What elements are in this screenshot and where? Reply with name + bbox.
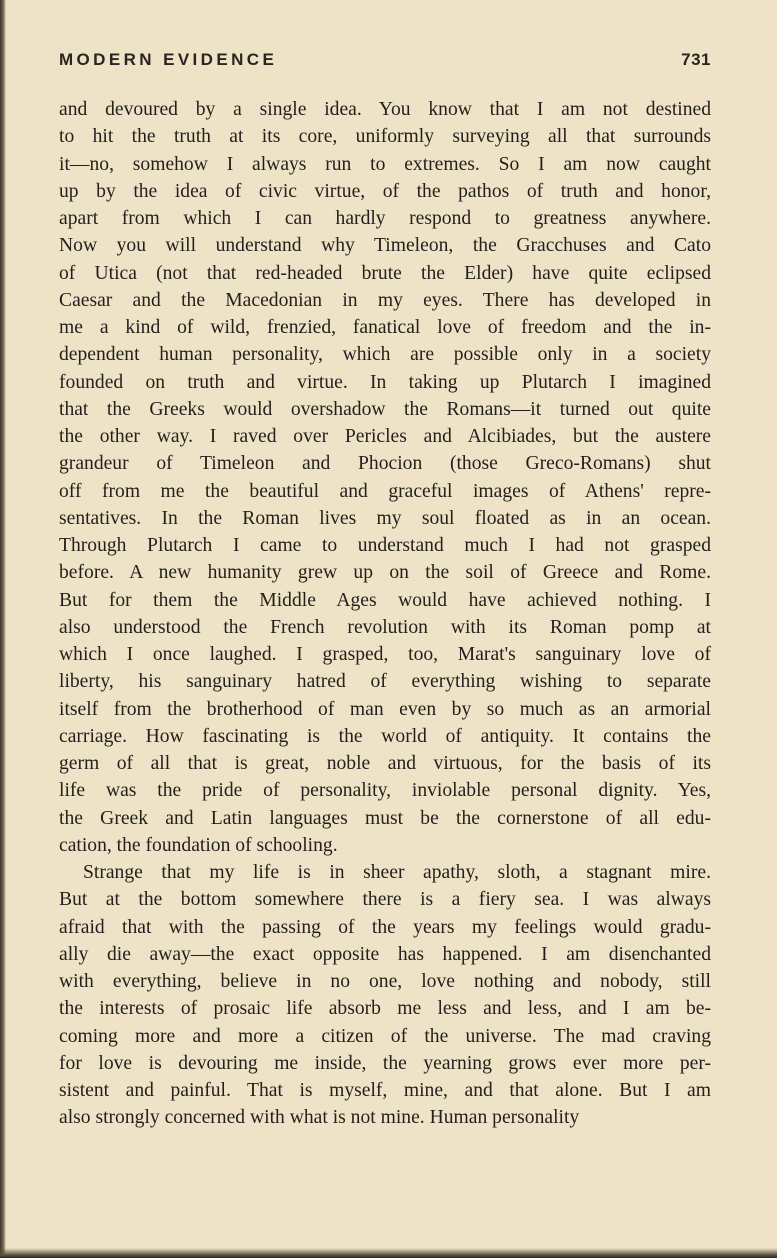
text-line: sentatives. In the Roman lives my soul floated as in an ocean.: [59, 507, 711, 529]
text-line: me a kind of wild, frenzied, fanatical love of freedom and the in-: [59, 317, 711, 338]
text-line: that the Greeks would overshadow the Romans—it turned out quite: [59, 398, 711, 420]
paragraph: [59, 859, 711, 1132]
text-line: and devoured by a single idea. You know that I am not destined: [59, 99, 711, 120]
text-line: the interests of prosaic life absorb me less and less, and I am be-: [59, 998, 711, 1020]
text-line: it—no, somehow I always run to extremes. So I am now caught: [59, 153, 711, 175]
text-line: Through Plutarch I came to understand much I had not grasped: [59, 535, 711, 556]
text-line: germ of all that is great, noble and virtuous, for the basis of its: [59, 753, 711, 774]
text-line: the Greek and Latin languages must be the cornerstone of all edu-: [59, 807, 711, 829]
text-line: afraid that with the passing of the years my feelings would gradu-: [59, 916, 711, 938]
page-bottom-edge: [0, 1248, 777, 1258]
body-text: [59, 96, 711, 1132]
text-line: off from me the beautiful and graceful images of Athens' repre-: [59, 480, 711, 502]
page-number: 731: [681, 50, 711, 69]
text-line: which I once laughed. I grasped, too, Marat's sanguinary love of: [59, 644, 711, 665]
text-line: cation, the foundation of schooling.: [59, 834, 338, 856]
paragraph: [59, 96, 711, 859]
text-line: of Utica (not that red-headed brute the Elder) have quite eclipsed: [59, 262, 711, 284]
text-line: grandeur of Timeleon and Phocion (those Greco-Romans) shut: [59, 453, 711, 475]
text-line: sistent and painful. That is myself, mine, and that alone. But I am: [59, 1080, 711, 1101]
spine-shadow: [0, 0, 6, 1258]
text-line: But for them the Middle Ages would have achieved nothing. I: [59, 589, 711, 611]
text-line: before. A new humanity grew up on the soil of Greece and Rome.: [59, 562, 711, 584]
text-line: ally die away—the exact opposite has happened. I am disenchanted: [59, 943, 711, 965]
text-line: for love is devouring me inside, the yearning grows ever more per-: [59, 1052, 711, 1074]
text-line: with everything, believe in no one, love nothing and nobody, still: [59, 971, 711, 992]
text-line: up by the idea of civic virtue, of the pathos of truth and honor,: [59, 180, 711, 202]
text-line: carriage. How fascinating is the world of antiquity. It contains the: [59, 725, 711, 747]
text-line: also strongly concerned with what is not mine. Human personality: [59, 1107, 580, 1129]
text-line: the other way. I raved over Pericles and Alcibiades, but the austere: [59, 426, 711, 447]
text-line: life was the pride of personality, inviolable personal dignity. Yes,: [59, 780, 711, 802]
text-line: liberty, his sanguinary hatred of everything wishing to separate: [59, 671, 711, 693]
text-line: apart from which I can hardly respond to greatness anywhere.: [59, 208, 711, 229]
text-line: itself from the brotherhood of man even by so much as an armorial: [59, 698, 711, 720]
text-line: also understood the French revolution with its Roman pomp at: [59, 616, 711, 638]
text-line: But at the bottom somewhere there is a fiery sea. I was always: [59, 889, 711, 911]
running-title: MODERN EVIDENCE: [59, 50, 278, 69]
running-head: [59, 50, 711, 74]
text-line: dependent human personality, which are possible only in a society: [59, 344, 711, 366]
text-line: coming more and more a citizen of the universe. The mad craving: [59, 1025, 711, 1047]
text-line: founded on truth and virtue. In taking up Plutarch I imagined: [59, 371, 711, 393]
text-line: Now you will understand why Timeleon, the Gracchuses and Cato: [59, 235, 711, 257]
text-line: Strange that my life is in sheer apathy, sloth, a stagnant mire.: [83, 862, 711, 883]
text-line: to hit the truth at its core, uniformly surveying all that surrounds: [59, 126, 711, 148]
text-line: Caesar and the Macedonian in my eyes. There has developed in: [59, 289, 711, 311]
